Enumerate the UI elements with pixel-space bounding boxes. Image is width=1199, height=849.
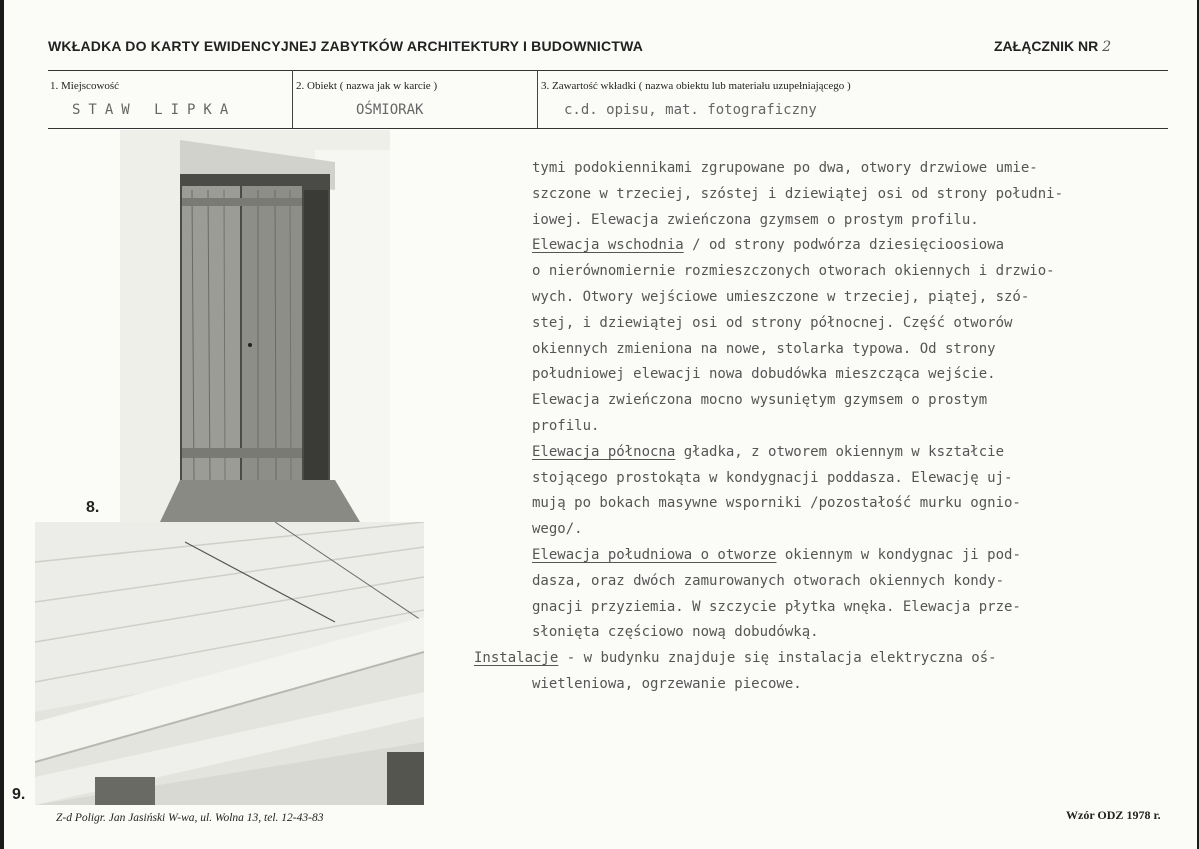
field-divider (292, 70, 293, 128)
text-line-content: / od strony podwórza dziesięcioosiowa (683, 237, 1005, 254)
text-line (474, 466, 1154, 492)
door-photo (120, 130, 390, 522)
contents-label: 3. Zawartość wkładki ( nazwa obiektu lub materiału uzupełniającego ) (541, 80, 851, 92)
object-label: 2. Obiekt ( nazwa jak w karcie ) (296, 80, 438, 92)
text-line (474, 414, 1154, 440)
location-value: STAW LIPKA (72, 102, 237, 118)
section-heading: Elewacja wschodnia (532, 237, 684, 254)
text-line (474, 388, 1154, 414)
printer-imprint: Z-d Poligr. Jan Jasiński W-wa, ul. Wolna 13, tel. 12-43-83 (56, 812, 324, 824)
text-line (474, 285, 1154, 311)
text-line (474, 620, 1154, 646)
annex-label: ZAŁĄCZNIK NR 2 (994, 38, 1112, 55)
text-line-content: stej, i dziewiątej osi od strony północnej. Część otworów (532, 314, 1013, 331)
header-rule-top (48, 70, 1168, 71)
text-line-content: słonięta częściowo nową dobudówką. (532, 624, 819, 641)
text-line-content: gładka, z otworem okiennym w kształcie (675, 443, 1005, 460)
text-line-content: profilu. (532, 417, 600, 434)
text-line-content: wych. Otwory wejściowe umieszczone w trzeciej, piątej, szó- (532, 288, 1030, 305)
annex-number: 2 (1102, 39, 1112, 55)
text-line-content: wietleniowa, ogrzewanie piecowe. (532, 675, 802, 692)
text-line (474, 543, 1154, 569)
text-line (474, 672, 1154, 698)
text-line-content: mują po bokach masywne wsporniki /pozostałość murku ognio- (532, 495, 1021, 512)
form-version: Wzór ODZ 1978 r. (1066, 808, 1161, 822)
text-line (474, 156, 1154, 182)
text-line (474, 491, 1154, 517)
object-value: OŚMIORAK (356, 102, 424, 118)
photo-number-8: 8. (86, 499, 100, 516)
text-line-content: szczone w trzeciej, szóstej i dziewiątej osi od strony południ- (532, 185, 1064, 202)
text-line-content: o nierównomiernie rozmieszczonych otworach okiennych i drzwio- (532, 263, 1055, 280)
header-rule-bottom (48, 128, 1168, 129)
text-line-content: południowej elewacji nowa dobudówka mieszcząca wejście. (532, 366, 996, 383)
text-line (474, 311, 1154, 337)
text-line-content: iowej. Elewacja zwieńczona gzymsem o prostym profilu. (532, 211, 979, 228)
text-line (474, 569, 1154, 595)
text-line-content: gnacji przyziemia. W szczycie płytka wnęka. Elewacja prze- (532, 598, 1021, 615)
text-line (474, 233, 1154, 259)
text-line-content: dasza, oraz dwóch zamurowanych otworach okiennych kondy- (532, 572, 1005, 589)
text-line (474, 595, 1154, 621)
text-line-content: okiennych zmieniona na nowe, stolarka typowa. Od strony (532, 340, 996, 357)
ceiling-photo (35, 522, 424, 805)
photo-number-9: 9. (12, 786, 26, 803)
text-line (474, 208, 1154, 234)
text-line-content: wego/. (532, 521, 583, 538)
field-divider (537, 70, 538, 128)
location-label: 1. Miejscowość (50, 80, 120, 92)
text-line-content: okiennym w kondygnac ji pod- (776, 546, 1021, 563)
section-heading: Instalacje (474, 650, 559, 667)
text-line (474, 362, 1154, 388)
text-line-content: stojącego prostokąta w kondygnacji poddasza. Elewację uj- (532, 469, 1013, 486)
contents-value: c.d. opisu, mat. fotograficzny (564, 102, 817, 118)
section-heading: Elewacja północna (532, 443, 676, 460)
text-line (474, 259, 1154, 285)
document-page (4, 0, 1197, 849)
text-line-content: tymi podokiennikami zgrupowane po dwa, otwory drzwiowe umie- (532, 160, 1038, 176)
text-line (474, 182, 1154, 208)
description-text (474, 156, 1154, 698)
text-line (474, 440, 1154, 466)
text-line (474, 337, 1154, 363)
text-line (474, 517, 1154, 543)
form-title: WKŁADKA DO KARTY EWIDENCYJNEJ ZABYTKÓW ARCHITEKTURY I BUDOWNICTWA (48, 38, 644, 54)
text-line (474, 646, 1154, 672)
text-line-content: - w budynku znajduje się instalacja elektryczna oś- (558, 650, 997, 667)
text-line-content: Elewacja zwieńczona mocno wysuniętym gzymsem o prostym (532, 392, 988, 409)
section-heading: Elewacja południowa o otworze (532, 546, 777, 563)
